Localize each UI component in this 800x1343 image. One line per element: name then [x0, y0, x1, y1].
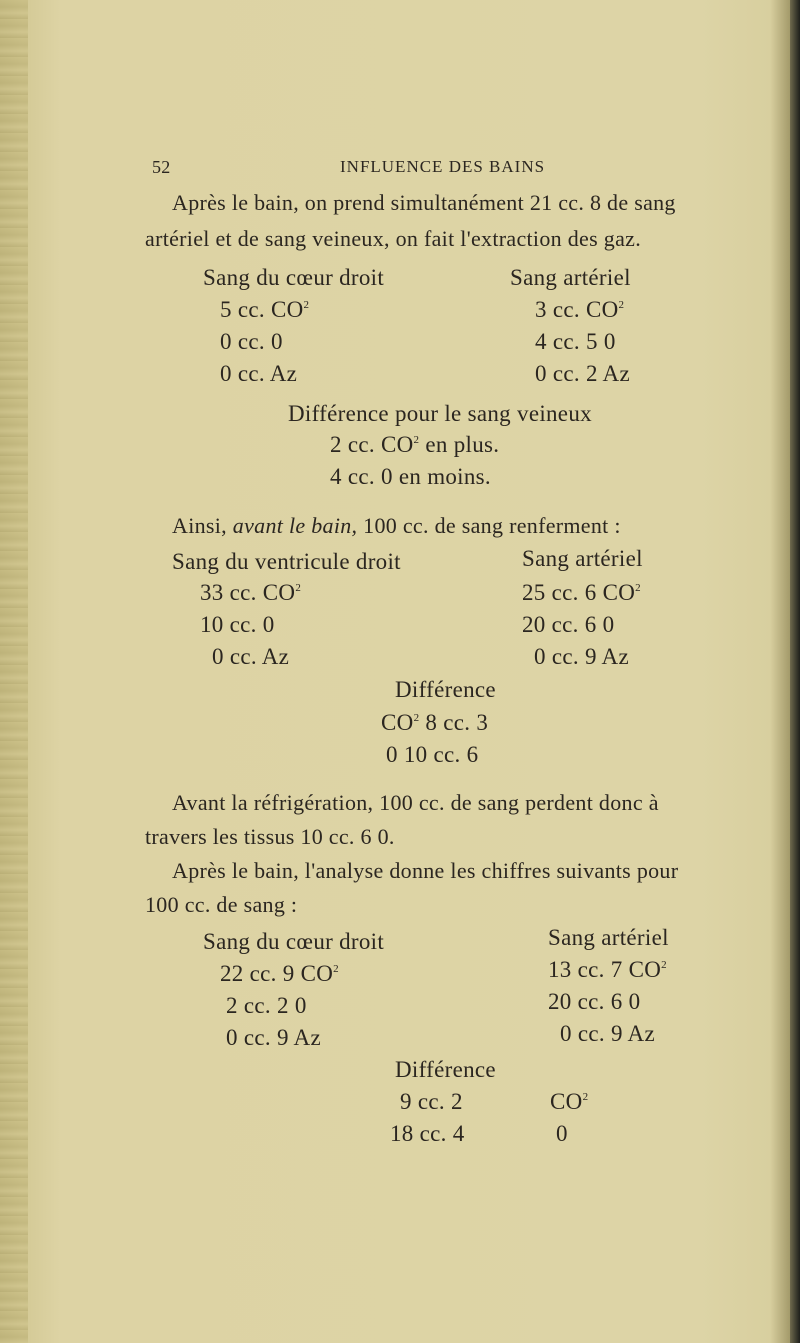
block3-left-row-1: 22 cc. 9 $CO^2$	[220, 961, 339, 986]
block2-diff-title: Différence	[395, 677, 496, 702]
block3-diff-row-2-gas: 0	[556, 1121, 568, 1146]
block2-left-row-3: 0 cc. Az	[212, 644, 290, 669]
block2-left-row-1: 33 cc. $CO^2$	[200, 580, 302, 605]
block1-left-row-2: 0 cc. 0	[220, 329, 283, 354]
page-number: 52	[152, 157, 171, 177]
block3-diff-row-1-value: 9 cc. 2	[400, 1089, 463, 1114]
block2-left-row-2: 10 cc. 0	[200, 612, 275, 637]
intro-line-2: artériel et de sang veineux, on fait l'extraction des gaz.	[145, 226, 641, 251]
block1-right-row-2: 4 cc. 5 0	[535, 329, 616, 354]
ainsi-line: Ainsi, avant le bain, 100 cc. de sang renferment :	[172, 513, 621, 538]
intro-line-1: Après le bain, on prend simultanément 21 cc. 8 de sang	[172, 190, 676, 215]
avant-line-3: Après le bain, l'analyse donne les chiffres suivants pour	[172, 858, 679, 883]
avant-line-2: travers les tissus 10 cc. 6 0.	[145, 824, 395, 849]
block1-diff-title: Différence pour le sang veineux	[288, 401, 592, 426]
block2-right-row-2: 20 cc. 6 0	[522, 612, 615, 637]
block3-left-title: Sang du cœur droit	[203, 929, 385, 954]
block1-right-row-1: 3 cc. $CO^2$	[535, 297, 625, 322]
block2-diff-row-2: 0 10 cc. 6	[386, 742, 479, 767]
block3-right-row-1: 13 cc. 7 $CO^2$	[548, 957, 667, 982]
block1-right-row-3: 0 cc. 2 Az	[535, 361, 630, 386]
block3-right-row-3: 0 cc. 9 Az	[560, 1021, 655, 1046]
avant-line-4: 100 cc. de sang :	[145, 892, 298, 917]
block1-right-title: Sang artériel	[510, 265, 631, 290]
block1-left-row-1: 5 cc. $CO^2$	[220, 297, 310, 322]
avant-line-1: Avant la réfrigération, 100 cc. de sang perdent donc à	[172, 790, 659, 815]
block1-left-row-3: 0 cc. Az	[220, 361, 298, 386]
block3-right-title: Sang artériel	[548, 925, 669, 950]
block2-right-row-3: 0 cc. 9 Az	[534, 644, 629, 669]
block3-diff-row-2-value: 18 cc. 4	[390, 1121, 465, 1146]
block3-diff-row-1-gas: $CO^2$	[550, 1089, 589, 1114]
running-title: INFLUENCE DES BAINS	[340, 157, 546, 176]
block3-diff-title: Différence	[395, 1057, 496, 1082]
block2-right-title: Sang artériel	[522, 546, 643, 571]
block1-diff-row-2: 4 cc. 0 en moins.	[330, 464, 491, 489]
block1-diff-row-1: 2 cc. $CO^2$ en plus.	[330, 432, 500, 457]
block3-left-row-3: 0 cc. 9 Az	[226, 1025, 321, 1050]
block3-left-row-2: 2 cc. 2 0	[226, 993, 307, 1018]
page-binding	[0, 0, 28, 1343]
block2-diff-row-1: $CO^2$ 8 cc. 3	[381, 710, 489, 735]
block2-left-title: Sang du ventricule droit	[172, 549, 401, 574]
block3-right-row-2: 20 cc. 6 0	[548, 989, 641, 1014]
block2-right-row-1: 25 cc. 6 $CO^2$	[522, 580, 641, 605]
block1-left-title: Sang du cœur droit	[203, 265, 385, 290]
page-edge	[790, 0, 800, 1343]
